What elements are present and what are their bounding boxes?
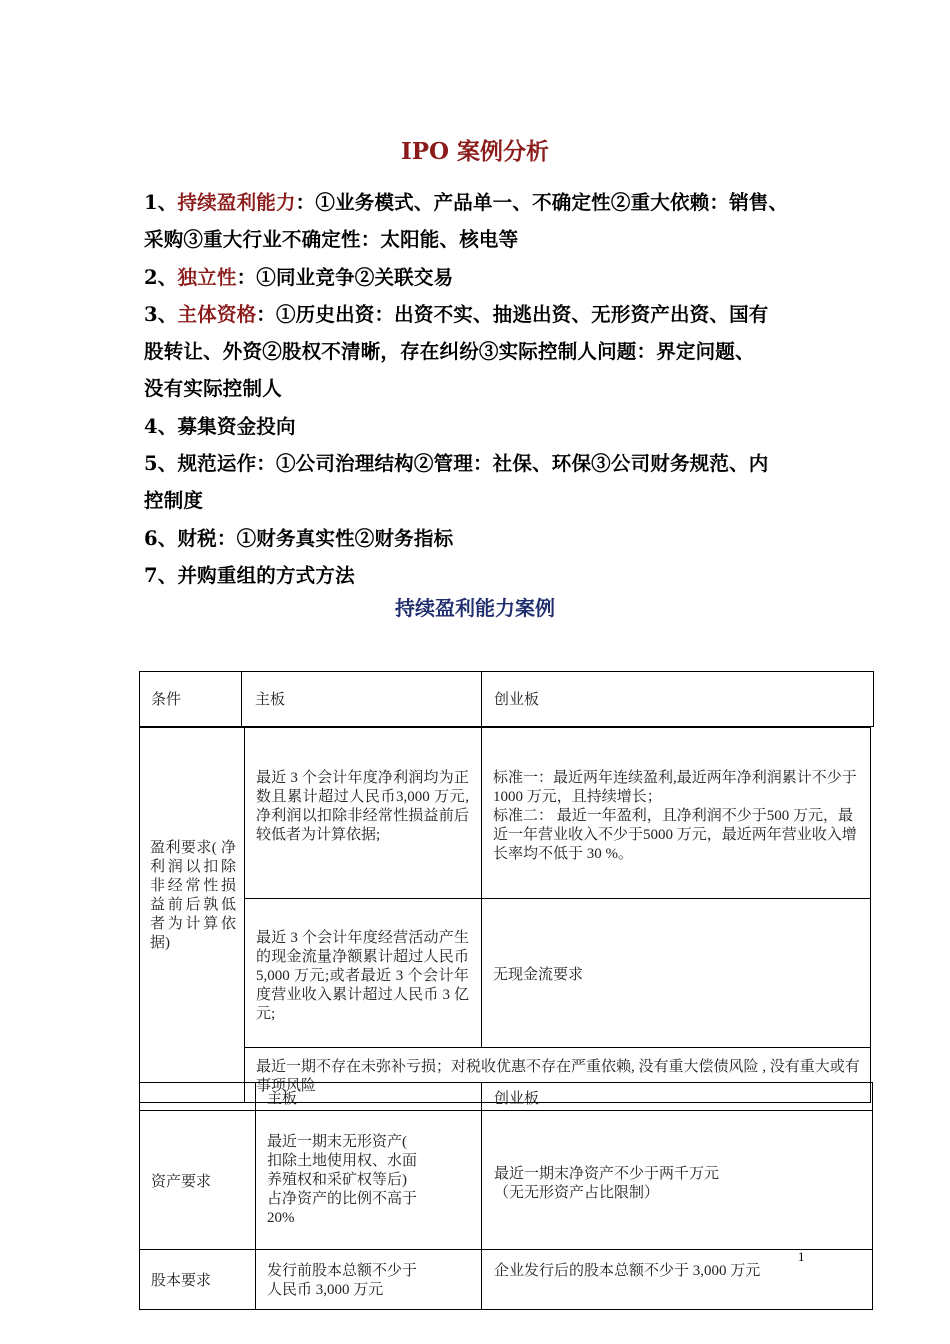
list-item-continuation: 控制度 [144, 489, 204, 513]
profit-gem-cell: 标准一：最近两年连续盈利,最近两年净利润累计不少于 1000 万元，且持续增长； 标准二： 最近一年盈利，且净利润不少于500 万元，最近一年营业收入不少于5000 万元，最近两年营业收入增长率均不低于 30 %。 [493, 770, 857, 862]
list-item: 1、持续盈利能力：①业务模式、产品单一、不确定性②重大依赖：销售、 [144, 191, 789, 214]
header-main-board: 主板 [255, 692, 286, 708]
list-item-continuation: 采购③重大行业不确定性：太阳能、核电等 [144, 228, 519, 252]
list-item-continuation: 股转让、外资②股权不清晰，存在纠纷③实际控制人问题：界定问题、 [144, 340, 755, 364]
list-item: 4、募集资金投向 [144, 414, 296, 438]
header-main-board: 主板 [267, 1091, 298, 1107]
page-title: IPO 案例分析 [400, 138, 550, 165]
asset-gem-cell: 最近一期末净资产不少于两千万元 （无无形资产占比限制） [494, 1166, 720, 1201]
profit-requirement-label: 盈利要求( 净利润以扣除非经常性损益前后孰低者为计算依据) [150, 840, 236, 951]
profit-main-cell: 最近 3 个会计年度净利润均为正数且累计超过人民币3,000 万元,净利润以扣除非经常性损益前后较低者为计算依据; [256, 770, 469, 843]
list-item: 2、独立性：①同业竞争②关联交易 [144, 265, 454, 289]
share-gem-cell: 企业发行后的股本总额不少于 3,000 万元 [494, 1263, 761, 1279]
list-item: 3、主体资格：①历史出资：出资不实、抽逃出资、无形资产出资、国有 [144, 302, 769, 326]
outline-list [144, 184, 824, 594]
list-item-keyword: 持续盈利能力 [177, 191, 296, 214]
page-number: 1 [798, 1249, 805, 1264]
share-main-cell: 发行前股本总额不少于人民币 3,000 万元 [267, 1263, 418, 1298]
header-gem-board: 创业板 [494, 692, 540, 708]
asset-requirement-label: 资产要求 [151, 1174, 212, 1190]
cashflow-gem-cell: 无现金流要求 [493, 967, 584, 983]
list-item: 7、并购重组的方式方法 [144, 563, 355, 587]
header-gem-board: 创业板 [494, 1091, 540, 1107]
list-item-keyword: 独立性 [177, 265, 237, 289]
list-item: 6、财税：①财务真实性②财务指标 [144, 526, 454, 550]
share-requirement-label: 股本要求 [151, 1273, 212, 1289]
section-subtitle: 持续盈利能力案例 [395, 596, 555, 620]
risk-cell: 最近一期不存在未弥补亏损；对税收优惠不存在严重依赖, 没有重大偿债风险 , 没有重大或有事项风险 [256, 1059, 860, 1094]
asset-main-cell: 最近一期末无形资产( 扣除土地使用权、水面养殖权和采矿权等后) 占净资产的比例不高于 20% [267, 1134, 418, 1226]
list-item-continuation: 没有实际控制人 [144, 377, 282, 401]
list-item: 5、规范运作：①公司治理结构②管理：社保、环保③公司财务规范、内 [144, 452, 769, 476]
header-condition: 条件 [151, 692, 182, 708]
list-item-keyword: 主体资格 [177, 302, 257, 326]
cashflow-main-cell: 最近 3 个会计年度经营活动产生的现金流量净额累计超过人民币 5,000 万元;或者最近 3 个会计年度营业收入累计超过人民币 3 亿元; [256, 930, 469, 1022]
